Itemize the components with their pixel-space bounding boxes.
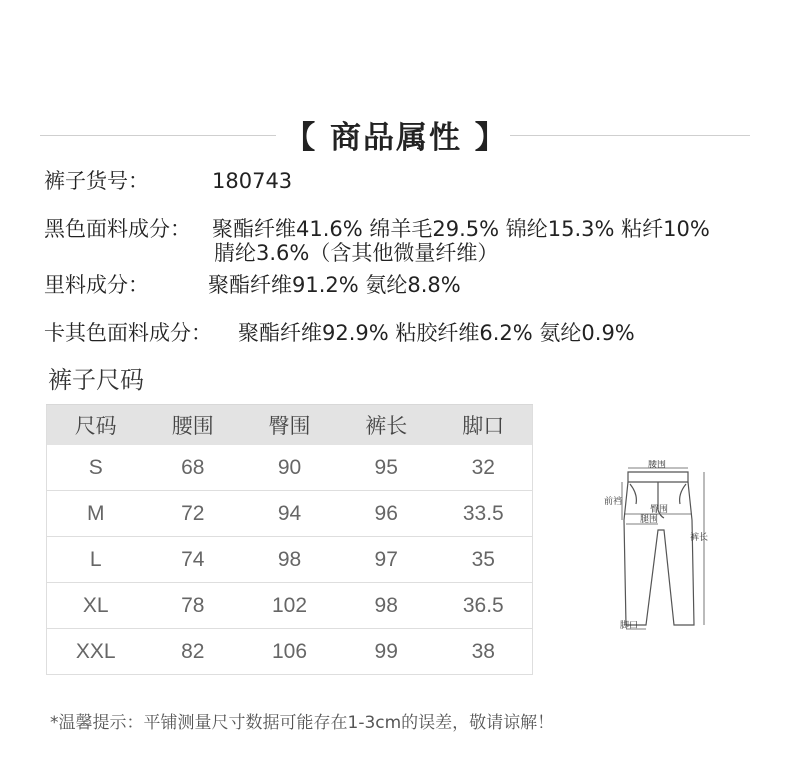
table-cell: 32 bbox=[435, 445, 533, 491]
table-cell: 78 bbox=[144, 583, 241, 629]
table-cell: 99 bbox=[338, 629, 435, 675]
table-cell: 102 bbox=[241, 583, 338, 629]
table-cell: 38 bbox=[435, 629, 533, 675]
diagram-label-waist: 腰围 bbox=[648, 460, 667, 470]
table-cell: 35 bbox=[435, 537, 533, 583]
table-cell: 33.5 bbox=[435, 491, 533, 537]
table-row bbox=[47, 537, 533, 583]
section-title: 【 商品属性 】 bbox=[284, 120, 508, 156]
table-cell: 68 bbox=[144, 445, 241, 491]
diagram-label-length: 裤长 bbox=[690, 533, 709, 543]
table-cell: 98 bbox=[338, 583, 435, 629]
table-cell: XL bbox=[47, 583, 145, 629]
col-header-waist: 腰围 bbox=[144, 405, 241, 446]
attr-label-khaki-fabric: 卡其色面料成分： bbox=[44, 321, 212, 345]
attr-value-black-fabric: 聚酯纤维41.6% 绵羊毛29.5% 锦纶15.3% 粘纤10% bbox=[212, 217, 710, 241]
table-cell: 97 bbox=[338, 537, 435, 583]
attr-label-black-fabric: 黑色面料成分： bbox=[44, 217, 191, 241]
col-header-hem: 脚口 bbox=[435, 405, 533, 446]
col-header-hip: 臀围 bbox=[241, 405, 338, 446]
attr-label-lining: 里料成分： bbox=[44, 273, 149, 297]
table-row bbox=[47, 583, 533, 629]
table-cell: 72 bbox=[144, 491, 241, 537]
diagram-label-hem: 脚口 bbox=[620, 621, 639, 631]
table-cell: XXL bbox=[47, 629, 145, 675]
table-cell: 96 bbox=[338, 491, 435, 537]
table-cell: L bbox=[47, 537, 145, 583]
size-section-title: 裤子尺码 bbox=[48, 366, 144, 394]
table-cell: 94 bbox=[241, 491, 338, 537]
table-row bbox=[47, 629, 533, 675]
table-row bbox=[47, 491, 533, 537]
table-cell: M bbox=[47, 491, 145, 537]
table-cell: 106 bbox=[241, 629, 338, 675]
diagram-label-hip: 臀围 bbox=[650, 505, 669, 515]
attr-value-khaki-fabric: 聚酯纤维92.9% 粘胶纤维6.2% 氨纶0.9% bbox=[238, 321, 635, 345]
col-header-size: 尺码 bbox=[47, 405, 145, 446]
table-cell: 82 bbox=[144, 629, 241, 675]
diagram-label-front-rise: 前裆 bbox=[604, 497, 623, 507]
attr-value-item-no: 180743 bbox=[212, 169, 293, 193]
table-cell: S bbox=[47, 445, 145, 491]
table-row bbox=[47, 445, 533, 491]
table-cell: 95 bbox=[338, 445, 435, 491]
table-cell: 74 bbox=[144, 537, 241, 583]
diagram-label-thigh: 腿围 bbox=[640, 515, 659, 525]
table-cell: 98 bbox=[241, 537, 338, 583]
size-table-header-row bbox=[47, 405, 533, 446]
attr-label-item-no: 裤子货号： bbox=[44, 169, 149, 193]
attr-value-lining: 聚酯纤维91.2% 氨纶8.8% bbox=[208, 273, 461, 297]
table-cell: 36.5 bbox=[435, 583, 533, 629]
col-header-length: 裤长 bbox=[338, 405, 435, 446]
attr-value-black-fabric-line2: 腈纶3.6%（含其他微量纤维） bbox=[214, 241, 499, 265]
trousers-diagram bbox=[600, 460, 730, 635]
header-divider-left bbox=[40, 135, 276, 136]
table-cell: 90 bbox=[241, 445, 338, 491]
size-table bbox=[46, 404, 533, 675]
footnote: *温馨提示：平铺测量尺寸数据可能存在1-3cm的误差，敬请谅解！ bbox=[50, 713, 555, 733]
header-divider-right bbox=[510, 135, 750, 136]
